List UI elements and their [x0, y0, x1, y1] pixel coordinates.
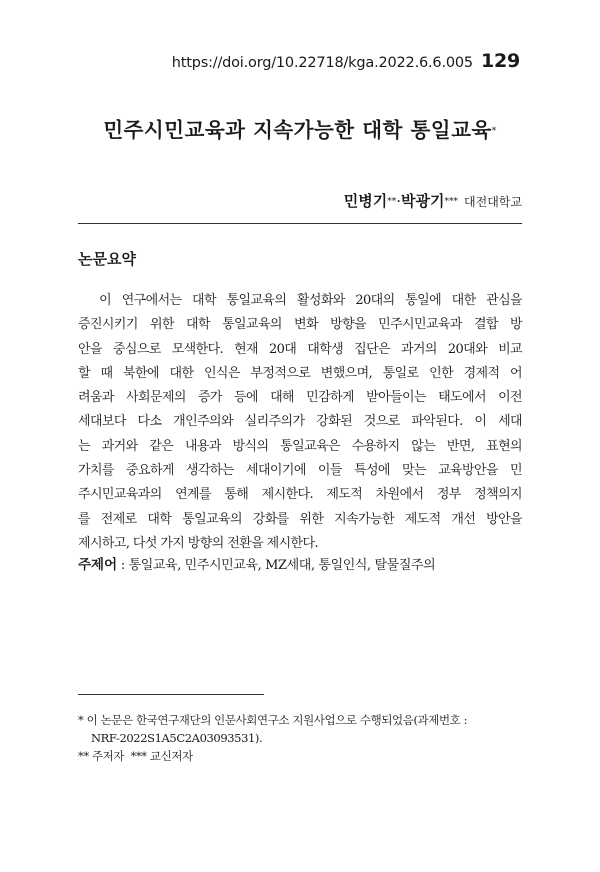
author-line: [344, 190, 522, 211]
abstract-line: 증진시키기 위한 대학 통일교육의 변화 방향을 민주시민교육과 결합 방: [78, 317, 522, 333]
abstract-line: 려움과 사회문제의 증가 등에 대해 민감하게 받아들이는 태도에서 이전: [78, 390, 522, 406]
abstract-line: 할 때 북한에 대한 인식은 부정적으로 변했으며, 통일로 인한 경제적 어: [78, 365, 522, 381]
author-separator: ·: [396, 192, 402, 210]
abstract-heading: 논문요약: [78, 250, 136, 268]
affiliation: 대전대학교: [464, 195, 522, 209]
abstract-line: 세대보다 다소 개인주의와 실리주의가 강화된 것으로 파악된다. 이 세대: [78, 414, 522, 430]
keywords-text: 통일교육, 민주시민교육, MZ세대, 통일인식, 탈물질주의: [128, 558, 436, 573]
abstract-line: 는 과거와 같은 내용과 방식의 통일교육은 수용하지 않는 반면, 표현의: [78, 438, 522, 454]
author-1: 민병기: [343, 192, 388, 210]
keywords-separator: :: [117, 558, 129, 573]
paper-title-text: 민주시민교육과 지속가능한 대학 통일교육: [103, 118, 492, 142]
author-2: 박광기: [401, 192, 445, 210]
author-1-mark: **: [387, 197, 397, 207]
abstract-line: 를 전제로 대학 통일교육의 강화를 위한 지속가능한 제도적 개선 방안을: [78, 511, 522, 527]
header-divider: [78, 223, 522, 224]
author-2-mark: ***: [444, 197, 459, 207]
title-footnote-mark: *: [491, 126, 497, 137]
footnote-divider: [78, 694, 264, 695]
abstract-body: [78, 289, 522, 556]
running-header: [172, 50, 520, 72]
abstract-line: 안을 중심으로 모색한다. 현재 20대 대학생 집단은 과거의 20대와 비교: [78, 341, 522, 357]
abstract-line: 가치를 중요하게 생각하는 세대이기에 이들 특성에 맞는 교육방안을 민: [78, 463, 522, 479]
abstract-line: 제시하고, 다섯 가지 방향의 전환을 제시한다.: [78, 535, 318, 551]
page-number: 129: [480, 50, 520, 72]
abstract-line: 주시민교육과의 연계를 통해 제시한다. 제도적 차원에서 정부 정책의지: [78, 487, 522, 503]
keywords: [78, 553, 435, 573]
keywords-label: 주제어: [78, 557, 118, 573]
footnote-funding: * 이 논문은 한국연구재단의 인문사회연구소 지원사업으로 수행되었음(과제번호 :: [78, 713, 468, 727]
abstract-line: 이 연구에서는 대학 통일교육의 활성화와 20대의 통일에 대한 관심을: [78, 293, 522, 308]
paper-title: [0, 113, 600, 143]
doi-link[interactable]: https://doi.org/10.22718/kga.2022.6.6.005: [171, 55, 473, 71]
footnotes: [78, 711, 522, 765]
footnote-author-roles: ** 주저자 *** 교신저자: [78, 749, 193, 763]
footnote-grant-number: NRF-2022S1A5C2A03093531).: [91, 731, 263, 745]
